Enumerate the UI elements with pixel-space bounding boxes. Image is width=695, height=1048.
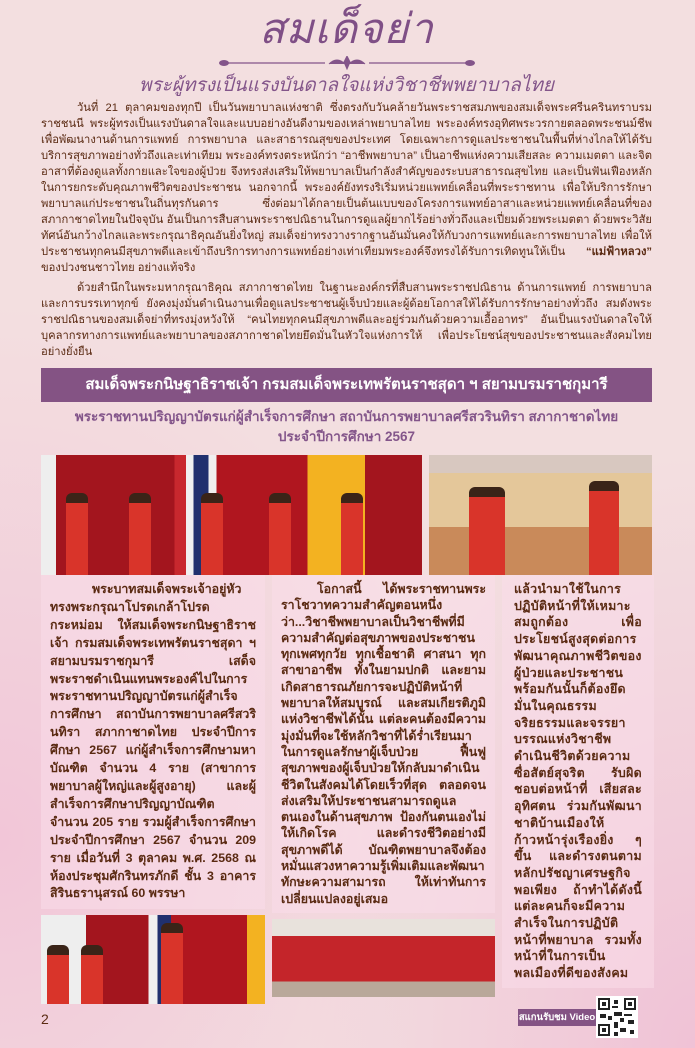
video-link[interactable] <box>518 996 654 1038</box>
ceremony-photo-podium <box>41 915 265 1004</box>
award-heading-line: ประจำปีการศึกษา 2567 <box>277 429 416 444</box>
ceremony-photo-presentation <box>429 455 652 575</box>
intro-text <box>41 100 652 360</box>
award-heading <box>41 407 652 447</box>
intro-text-part: ของปวงชนชาวไทย อย่างแท้จริง <box>41 262 196 274</box>
column-2-wrap <box>272 575 495 997</box>
article-column-2 <box>272 575 495 913</box>
column-1-wrap <box>41 575 265 1028</box>
column-text: แล้วนำมาใช้ในการปฏิบัติหน้าที่ให้เหมาะสมถูกต้อง เพื่อประโยชน์สูงสุดต่อการพัฒนาคุณภาพชีวิตของผู้ป่วยและประชาชน พร้อมกันนั้นก็ต้องยึดมั่นในคุณธรรมจริยธรรมและจรรยาบรรณแห่งวิชาชีพ ดำเนินชีวิตด้วยความซื่อสัตย์สุจริต รับผิดชอบต่อหน้าที่ เสียสละ อุทิศตน ร่วมกันพัฒนาชาติบ้านเมืองให้ก้าวหน้ารุ่งเรืองยิ่ง ๆ ขึ้น และดำรงตนตามหลักปรัชญาเศรษฐกิจพอเพียง ถ้าทำได้ดังนี้แต่ละคนก็จะมีความสำเร็จในการปฏิบัติหน้าที่พยาบาล รวมทั้งหน้าที่ในการเป็นพลเมืองที่ดีของสังคม <box>514 582 642 981</box>
intro-paragraph-2: ด้วยสำนึกในพระมหากรุณาธิคุณ สภากาชาดไทย ในฐานะองค์กรที่สืบสานพระราชปณิธาน ด้านการแพทย์ การพยาบาล และการบรรเทาทุกข์ ยังคงมุ่งมั่นดำเนินงานเพื่อดูแลประชาชนผู้เจ็บป่วยและผู้ด้อยโอกาสให้ได้รับการรักษาอย่างทั่วถึง สมดังพระราชปณิธานของสมเด็จย่าที่ทรงมุ่งหวังให้ “คนไทยทุกคนมีสุขภาพดีและอยู่ร่วมกันด้วยความเอื้ออาทร” อันเป็นแรงบันดาลใจให้บุคลากรทางการแพทย์และพยาบาลของสภากาชาดไทยยึดมั่นในหัวใจแห่งการให้ เพื่อประโยชน์สุขของประชาชนและสังคมไทยอย่างยั่งยืน <box>41 282 652 358</box>
article-columns <box>41 575 652 1038</box>
page-number: 2 <box>41 1011 49 1028</box>
section-banner: สมเด็จพระกนิษฐาธิราชเจ้า กรมสมเด็จพระเทพรัตนราชสุดา ฯ สยามบรมราชกุมารี <box>41 368 652 402</box>
ceremony-photo-stage <box>41 455 422 575</box>
page-subtitle: พระผู้ทรงเป็นแรงบันดาลใจแห่งวิชาชีพพยาบาลไทย <box>138 74 555 96</box>
article-column-3 <box>502 575 654 988</box>
intro-text-part: วันที่ 21 ตุลาคมของทุกปี เป็นวันพยาบาลแห่งชาติ ซึ่งตรงกับวันคล้ายวันพระราชสมภพของสมเด็จพระศรีนครินทราบรมราชชนนี พระผู้ทรงเป็นแรงบันดาลใจและแบบอย่างอันดีงามของเหล่าพยาบาลไทย พระองค์ทรงอุทิศพระวรกายตลอดพระชนม์ชีพ เพื่อพัฒนางานด้านการแพทย์ การพยาบาล และสาธารณสุขของประเทศ โดยเฉพาะการดูแลประชาชนในพื้นที่ห่างไกลให้ได้รับบริการสุขภาพอย่างทั่วถึงและเท่าเทียม พระองค์ทรงตระหนักว่า “อาชีพพยาบาล” เป็นอาชีพแห่งความเสียสละ ความเมตตา และจิตอาสาที่ต้องดูแลทั้งกายและใจของผู้ป่วย จึงทรงส่งเสริมให้พยาบาลเป็นกำลังสำคัญของระบบสาธารณสุขไทย และเป็นฟันเฟืองหลักในการยกระดับคุณภาพชีวิตของประชาชน นอกจากนี้ พระองค์ยังทรงริเริ่มหน่วยแพทย์เคลื่อนที่พระราชทาน เพื่อให้บริการรักษาพยาบาลแก่ประชาชนในถิ่นทุรกันดาร ซึ่งต่อมาได้กลายเป็นต้นแบบของโครงการแพทย์อาสาและหน่วยแพทย์เคลื่อนที่ของสภากาชาดไทยในปัจจุบัน อันเป็นการสืบสานพระราชปณิธานในการดูแลผู้ยากไร้อย่างทั่วถึงและเปี่ยมด้วยพระเมตตา ด้วยพระวิสัยทัศน์อันกว้างไกลและพระกรุณาธิคุณอันยิ่งใหญ่ สมเด็จย่าทรงวางรากฐานอันมั่นคงให้กับวงการแพทย์และการพยาบาลไทย เพื่อให้ประชาชนทุกคนมีสุขภาพดีและเข้าถึงบริการทางการแพทย์อย่างเท่าเทียมพระองค์จึงทรงได้รับการเทิดทูนให้เป็น <box>41 102 652 258</box>
graduates-seated-photo <box>272 919 495 997</box>
column-text: พระบาทสมเด็จพระเจ้าอยู่หัว ทรงพระกรุณาโปรดเกล้าโปรดกระหม่อม ให้สมเด็จพระกนิษฐาธิราชเจ้า กรมสมเด็จพระเทพรัตนราชสุดา ฯ สยามบรมราชกุมารี เสด็จพระราชดำเนินแทนพระองค์ไปในการพระราชทานปริญญาบัตรแก่ผู้สำเร็จการศึกษา สถาบันการพยาบาลศรีสวรินทิรา สภากาชาดไทย ประจำปีการศึกษา 2567 แก่ผู้สำเร็จการศึกษามหาบัณฑิต จำนวน 4 ราย (สาขาการพยาบาลผู้ใหญ่และผู้สูงอายุ) และผู้สำเร็จการศึกษาปริญญาบัณฑิต จำนวน 205 ราย รวมผู้สำเร็จการศึกษาประจำปีการศึกษา 2567 จำนวน 209 ราย เมื่อวันที่ 3 ตุลาคม พ.ศ. 2568 ณ ห้องประชุมศักรินทรภักดี ชั้น 3 อาคารสิรินธรานุสรณ์ 60 พรรษา <box>50 582 256 901</box>
article-column-1 <box>41 575 265 909</box>
photo-row <box>41 455 652 575</box>
scan-video-label[interactable]: สแกนรับชม Video <box>518 1009 596 1026</box>
page-title: สมเด็จย่า <box>259 4 434 53</box>
qr-code-icon[interactable] <box>596 996 638 1038</box>
column-text: โอกาสนี้ ได้พระราชทานพระราโชวาทความสำคัญตอนหนึ่งว่า...วิชาชีพพยาบาลเป็นวิชาชีพที่มีความสำคัญต่อสุขภาพของประชาชนทุกเพศทุกวัย ทุกเชื้อชาติ ศาสนา ทุกสาขาอาชีพ ทั้งในยามปกติ และยามเกิดสาธารณภัยการจะปฏิบัติหน้าที่พยาบาลให้สมบูรณ์ และสมเกียรติภูมิแห่งวิชาชีพได้นั้น แต่ละคนต้องมีความมุ่งมั่นที่จะใช้หลักวิชาที่ได้ร่ำเรียนมา ในการดูแลรักษาผู้เจ็บป่วย ฟื้นฟูสุขภาพของผู้เจ็บป่วยให้กลับมาดำเนินชีวิตในสังคมได้โดยเร็วที่สุด ตลอดจนส่งเสริมให้ประชาชนสามารถดูแลตนเองในด้านสุขภาพ ป้องกันตนเองไม่ให้เกิดโรค และดำรงชีวิตอย่างมีสุขภาพดีได้ บัณฑิตพยาบาลจึงต้องหมั่นแสวงหาความรู้เพิ่มเติมและพัฒนาทักษะความสามารถ ให้เท่าทันการเปลี่ยนแปลงอยู่เสมอ <box>281 582 486 906</box>
ornament-divider-icon <box>217 56 477 70</box>
intro-paragraph-1 <box>41 100 652 276</box>
intro-emphasis: “แม่ฟ้าหลวง” <box>586 246 652 258</box>
column-3-wrap <box>502 575 654 1038</box>
award-heading-line: พระราชทานปริญญาบัตรแก่ผู้สำเร็จการศึกษา สถาบันการพยาบาลศรีสวรินทิรา สภากาชาดไทย <box>74 409 619 424</box>
